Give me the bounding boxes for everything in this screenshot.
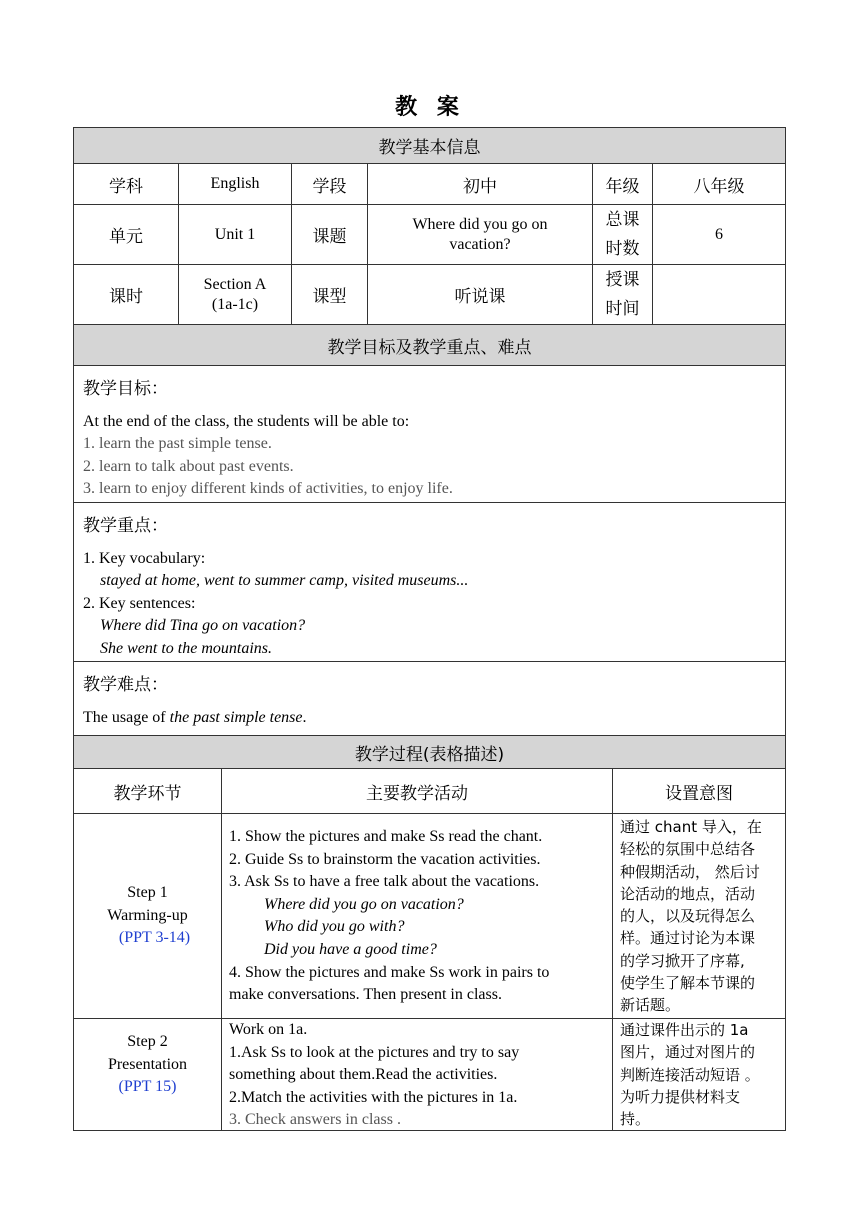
stage-value: 初中 — [367, 163, 593, 205]
stage-label: 学段 — [291, 163, 368, 205]
col-activities-header: 主要教学活动 — [221, 768, 613, 814]
step1-activity: 1. Show the pictures and make Ss read the chant. — [229, 828, 543, 845]
step1-intent-line: 论活动的地点，活动 — [620, 884, 756, 903]
key-sentences-label: 2. Key sentences: — [83, 594, 196, 612]
subject-value: English — [178, 163, 292, 205]
step2-line: Work on 1a. — [229, 1021, 308, 1038]
key-points-title: 教学重点： — [83, 516, 168, 536]
step1-intent-line: 样。通过讨论为本课 — [620, 929, 756, 948]
difficulty-text — [83, 707, 776, 730]
step2-intent — [612, 1018, 786, 1131]
step1-intent-line: 通过 chant 导入，在 — [620, 818, 762, 836]
objective-item: 2. learn to talk about past events. — [83, 457, 294, 475]
total-hours-label-line2: 时数 — [605, 238, 640, 259]
step1-question: Did you have a good time? — [264, 940, 437, 958]
page-title: 教 案 — [395, 95, 465, 120]
step1-intent — [612, 813, 786, 1019]
step2-activities — [221, 1018, 613, 1131]
total-hours-value: 6 — [652, 204, 786, 265]
step1-activity: 3. Ask Ss to have a free talk about the vacations. — [229, 873, 540, 891]
grade-value: 八年级 — [652, 163, 786, 205]
difficulty-emphasis: the past simple tense — [169, 708, 303, 726]
process-header: 教学过程(表格描述) — [73, 735, 786, 769]
objective-item: 3. learn to enjoy different kinds of activities, to enjoy life. — [83, 480, 453, 497]
key-points-section — [73, 502, 786, 662]
lesson-value-line2: (1a-1c) — [211, 295, 259, 313]
step2-intent-line: 持。 — [620, 1110, 651, 1129]
step2-ppt: (PPT 15) — [118, 1078, 177, 1095]
step2-line: 1.Ask Ss to look at the pictures and try to say — [229, 1043, 520, 1061]
step1-intent-line: 的学习掀开了序幕, — [620, 951, 745, 970]
difficulty-suffix: . — [302, 708, 307, 726]
step2-line: 2.Match the activities with the pictures in 1a. — [229, 1088, 518, 1106]
difficulty-title: 教学难点： — [83, 675, 168, 695]
step1-intent-line: 的人，以及玩得怎么 — [620, 907, 756, 926]
lesson-label: 课时 — [73, 264, 179, 325]
goals-header: 教学目标及教学重点、难点 — [73, 324, 786, 366]
total-hours-label-line1: 总课 — [605, 209, 640, 230]
step1-intent-line: 新话题。 — [620, 996, 681, 1015]
step2-phase: Presentation — [107, 1055, 188, 1073]
step2-intent-line: 图片，通过对图片的 — [620, 1043, 756, 1062]
teaching-time-label-line2: 时间 — [605, 298, 640, 319]
step1-activity: 2. Guide Ss to brainstorm the vacation activities. — [229, 850, 541, 868]
objective-item: 1. learn the past simple tense. — [83, 435, 272, 452]
step2-intent-line: 为听力提供材料支 — [620, 1087, 741, 1106]
step1-question: Who did you go with? — [264, 918, 405, 936]
step1-question: Where did you go on vacation? — [264, 895, 464, 913]
key-sentence: Where did Tina go on vacation? — [100, 617, 306, 634]
type-value: 听说课 — [367, 264, 593, 325]
step2-line: 3. Check answers in class . — [229, 1111, 401, 1129]
total-hours-label — [592, 204, 653, 265]
key-sentence: She went to the mountains. — [100, 639, 272, 657]
step1-ppt: (PPT 3-14) — [118, 929, 191, 947]
step2-intent-line: 判断连接活动短语 。 — [620, 1065, 760, 1084]
step1-stage — [73, 813, 222, 1019]
step1-phase: Warming-up — [107, 906, 188, 924]
unit-label: 单元 — [73, 204, 179, 265]
key-vocab-label: 1. Key vocabulary: — [83, 549, 206, 567]
lesson-value — [178, 264, 292, 325]
basic-info-header: 教学基本信息 — [73, 127, 786, 164]
step1-activities — [221, 813, 613, 1019]
step2-stage — [73, 1018, 222, 1131]
teaching-time-label — [592, 264, 653, 325]
teaching-time-value — [652, 264, 786, 325]
difficulty-prefix: The usage of — [83, 708, 170, 726]
key-vocab: stayed at home, went to summer camp, visited museums... — [100, 572, 469, 589]
difficulty-section — [73, 661, 786, 736]
step2-line: something about them.Read the activities. — [229, 1066, 498, 1084]
step1-intent-line: 轻松的氛围中总结各 — [620, 840, 756, 859]
grade-label: 年级 — [592, 163, 653, 205]
step1-intent-line: 使学生了解本节课的 — [620, 974, 756, 993]
topic-value: Where did you go on vacation? — [367, 204, 593, 265]
objectives-intro: At the end of the class, the students will be able to: — [83, 412, 410, 430]
step1-name: Step 1 — [127, 884, 168, 902]
step1-activity: make conversations. Then present in class. — [229, 986, 502, 1004]
teaching-time-label-line1: 授课 — [605, 269, 640, 290]
step1-activity: 4. Show the pictures and make Ss work in pairs to — [229, 963, 550, 981]
objectives-section — [73, 365, 786, 503]
step1-intent-line: 种假期活动， 然后讨 — [620, 862, 760, 881]
col-intent-header: 设置意图 — [612, 768, 786, 814]
objectives-title: 教学目标： — [83, 379, 168, 399]
col-stage-header: 教学环节 — [73, 768, 222, 814]
topic-label: 课题 — [291, 204, 368, 265]
lesson-value-line1: Section A — [203, 275, 267, 293]
step2-intent-line: 通过课件出示的 1a — [620, 1021, 749, 1039]
subject-label: 学科 — [73, 163, 179, 205]
unit-value: Unit 1 — [178, 204, 292, 265]
step2-name: Step 2 — [127, 1033, 168, 1050]
type-label: 课型 — [291, 264, 368, 325]
